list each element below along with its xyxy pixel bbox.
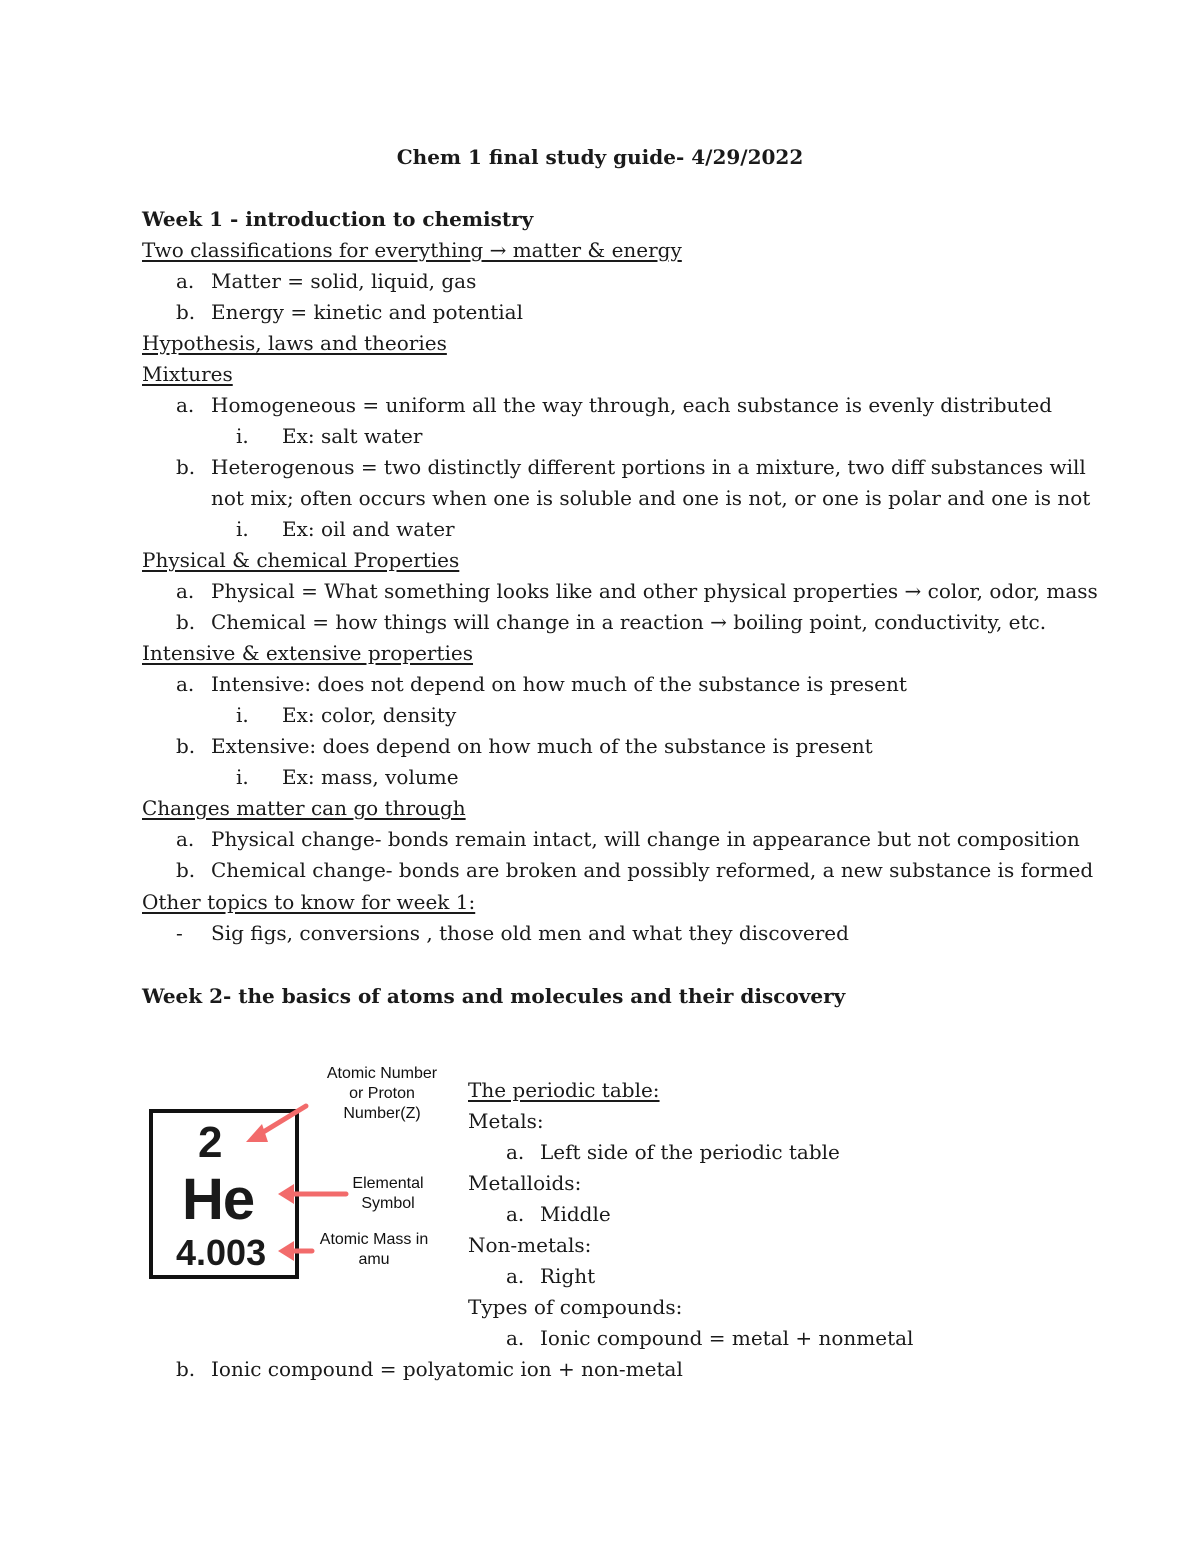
- helium-element-diagram: [140, 1060, 450, 1290]
- list-marker: b.: [176, 1357, 196, 1381]
- list-text: Ionic compound = polyatomic ion + non-metal: [211, 1357, 683, 1381]
- compounds-label: Types of compounds:: [468, 1295, 683, 1319]
- list-marker: b.: [176, 858, 196, 882]
- arrowhead-number: [246, 1124, 268, 1142]
- list-text: Ex: oil and water: [282, 517, 455, 541]
- list-text: Matter = solid, liquid, gas: [211, 269, 477, 293]
- mixtures-heading: Mixtures: [142, 362, 233, 386]
- atomic-number: 2: [198, 1118, 223, 1167]
- list-text: Ex: color, density: [282, 703, 457, 727]
- list-text: Heterogenous = two distinctly different portions in a mixture, two diff substances will: [211, 455, 1086, 479]
- list-text: Energy = kinetic and potential: [211, 300, 523, 324]
- list-marker: b.: [176, 734, 196, 758]
- list-marker: a.: [176, 672, 195, 696]
- list-marker: a.: [506, 1264, 525, 1288]
- list-marker: i.: [236, 517, 249, 541]
- list-marker: a.: [176, 393, 195, 417]
- diagram-arrows: [140, 1060, 450, 1290]
- list-text: Left side of the periodic table: [540, 1140, 840, 1164]
- list-marker: a.: [176, 579, 195, 603]
- hypothesis-heading: Hypothesis, laws and theories: [142, 331, 447, 355]
- intensive-heading: Intensive & extensive properties: [142, 641, 474, 665]
- nonmetals-label: Non-metals:: [468, 1233, 592, 1257]
- list-text: Physical change- bonds remain intact, will change in appearance but not composition: [211, 827, 1080, 851]
- label-line: amu: [358, 1251, 390, 1268]
- week1-heading: Week 1 - introduction to chemistry: [142, 207, 534, 231]
- list-text: Ex: salt water: [282, 424, 423, 448]
- list-text: Extensive: does depend on how much of the substance is present: [211, 734, 873, 758]
- list-marker: i.: [236, 703, 249, 727]
- label-line: Symbol: [361, 1195, 415, 1212]
- list-marker: i.: [236, 765, 249, 789]
- label-line: Atomic Number: [326, 1065, 438, 1082]
- list-text: Sig figs, conversions , those old men and what they discovered: [211, 921, 849, 945]
- list-marker: a.: [176, 827, 195, 851]
- arrowhead-symbol: [278, 1184, 294, 1204]
- list-marker: a.: [506, 1140, 525, 1164]
- list-marker: a.: [506, 1326, 525, 1350]
- page-title: Chem 1 final study guide- 4/29/2022: [396, 145, 804, 169]
- list-marker: i.: [236, 424, 249, 448]
- other-topics-heading: Other topics to know for week 1:: [142, 890, 476, 914]
- list-text: Right: [540, 1264, 596, 1288]
- list-text: Ionic compound = metal + nonmetal: [540, 1326, 914, 1350]
- list-marker: a.: [506, 1202, 525, 1226]
- properties-heading: Physical & chemical Properties: [142, 548, 460, 572]
- list-text: Middle: [540, 1202, 611, 1226]
- metalloids-label: Metalloids:: [468, 1171, 582, 1195]
- label-line: Elemental: [352, 1175, 424, 1192]
- list-text: not mix; often occurs when one is soluble and one is not, or one is polar and one is not: [211, 486, 1091, 510]
- classifications-heading: Two classifications for everything → matter & energy: [142, 238, 682, 262]
- list-marker: -: [176, 921, 183, 945]
- arrow-to-number: [260, 1106, 306, 1134]
- list-marker: b.: [176, 300, 196, 324]
- list-text: Homogeneous = uniform all the way through, each substance is evenly distributed: [211, 393, 1053, 417]
- periodic-table-heading: The periodic table:: [468, 1078, 660, 1102]
- list-marker: a.: [176, 269, 195, 293]
- label-line: Atomic Mass in: [319, 1231, 429, 1248]
- element-symbol: He: [182, 1167, 255, 1232]
- list-text: Chemical = how things will change in a reaction → boiling point, conductivity, etc.: [211, 610, 1047, 634]
- list-text: Chemical change- bonds are broken and possibly reformed, a new substance is formed: [211, 858, 1094, 882]
- changes-heading: Changes matter can go through: [142, 796, 466, 820]
- list-text: Ex: mass, volume: [282, 765, 459, 789]
- list-text: Intensive: does not depend on how much of the substance is present: [211, 672, 907, 696]
- list-text: Physical = What something looks like and other physical properties → color, odor, mass: [211, 579, 1098, 603]
- list-marker: b.: [176, 455, 196, 479]
- week2-heading: Week 2- the basics of atoms and molecules and their discovery: [142, 984, 846, 1008]
- list-marker: b.: [176, 610, 196, 634]
- label-line: or Proton: [349, 1085, 415, 1102]
- label-line: Number(Z): [343, 1105, 421, 1122]
- atomic-mass: 4.003: [176, 1232, 267, 1273]
- arrowhead-mass: [278, 1241, 294, 1261]
- metals-label: Metals:: [468, 1109, 544, 1133]
